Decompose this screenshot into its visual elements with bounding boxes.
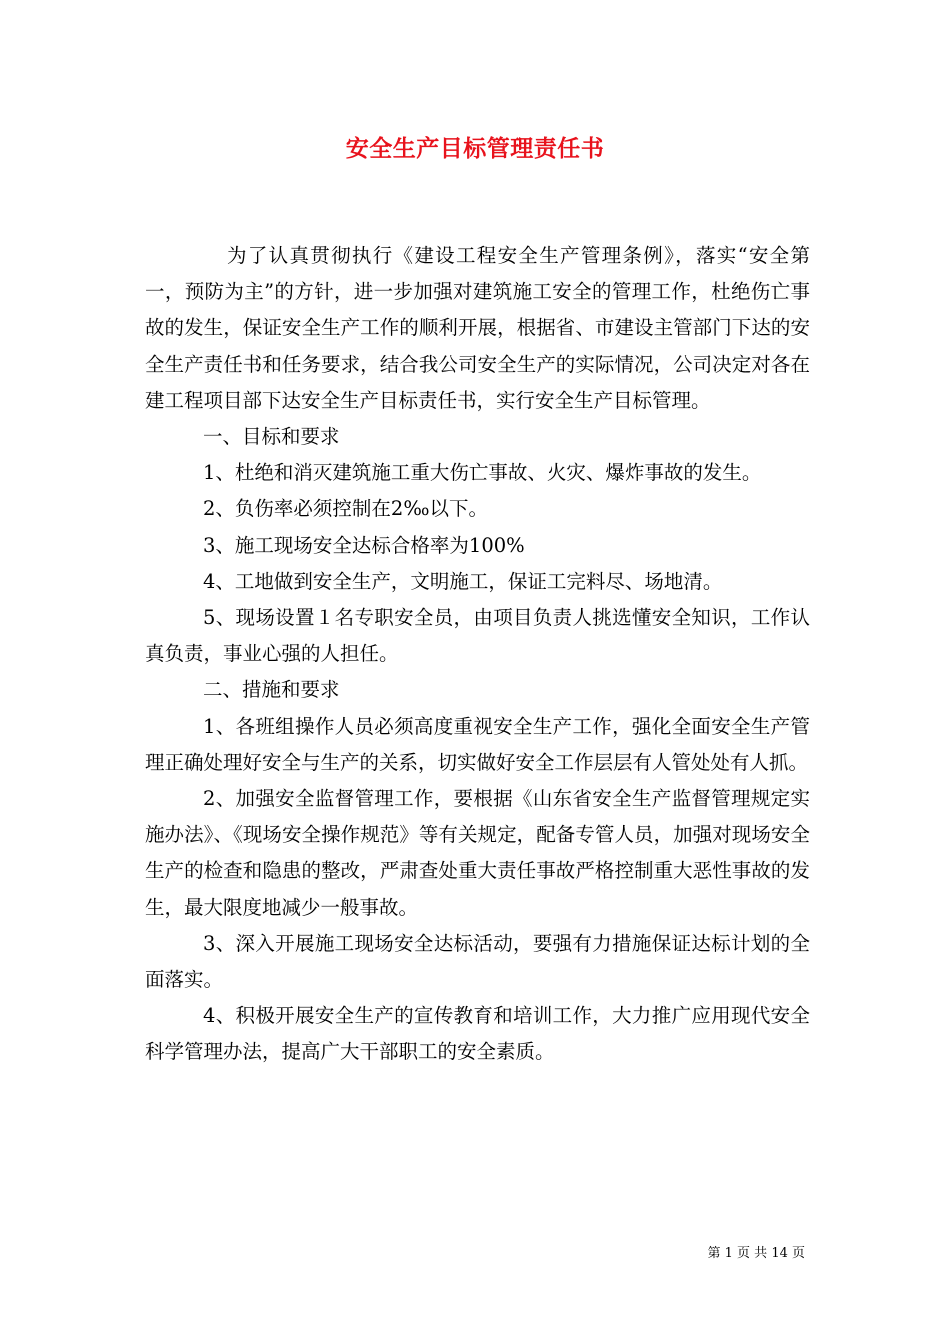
- goal-item-4: 4、工地做到安全生产，文明施工，保证工完料尽、场地清。: [203, 569, 723, 593]
- measure-item-4: 4、积极开展安全生产的宣传教育和培训工作，大力推广应用现代安全科学管理办法，提高广大干部职工的安全素质。: [145, 1004, 810, 1064]
- goal-item-5: 5、现场设置１名专职安全员，由项目负责人挑选懂安全知识，工作认真负责，事业心强的人担任。: [145, 606, 810, 666]
- measure-item-3: 3、深入开展施工现场安全达标活动，要强有力措施保证达标计划的全面落实。: [145, 931, 810, 992]
- document-title: 安全生产目标管理责任书: [345, 135, 605, 162]
- measure-item-2: 2、加强安全监督管理工作，要根据《山东省安全生产监督管理规定实施办法》、《现场安全操作规范》等有关规定，配备专管人员，加强对现场安全生产的检查和隐患的整改，严肃查处重大责任事故严格控制重大恶性事故的发生，最大限度地减少一般事故。: [145, 787, 810, 919]
- document-body: [145, 238, 810, 1071]
- section-heading-measures: 二、措施和要求: [203, 678, 340, 702]
- section-heading-goals: 一、目标和要求: [203, 425, 340, 449]
- goal-item-2: 2、负伤率必须控制在2‰以下。: [203, 497, 488, 521]
- intro-paragraph: 为了认真贯彻执行《建设工程安全生产管理条例》，落实“安全第一，预防为主”的方针，进一步加强对建筑施工安全的管理工作，杜绝伤亡事故的发生，保证安全生产工作的顺利开展，根据省、市建设主管部门下达的安全生产责任书和任务要求，结合我公司安全生产的实际情况，公司决定对各在建工程项目部下达安全生产目标责任书，实行安全生产目标管理。: [145, 244, 810, 412]
- goal-item-3: 3、施工现场安全达标合格率为100%: [203, 533, 525, 557]
- measure-item-1: 1、各班组操作人员必须高度重视安全生产工作，强化全面安全生产管理正确处理好安全与生产的关系，切实做好安全工作层层有人管处处有人抓。: [145, 714, 810, 774]
- page-number-footer: 第 1 页 共 14 页: [707, 1246, 805, 1261]
- goal-item-1: 1、杜绝和消灭建筑施工重大伤亡事故、火灾、爆炸事故的发生。: [203, 461, 762, 485]
